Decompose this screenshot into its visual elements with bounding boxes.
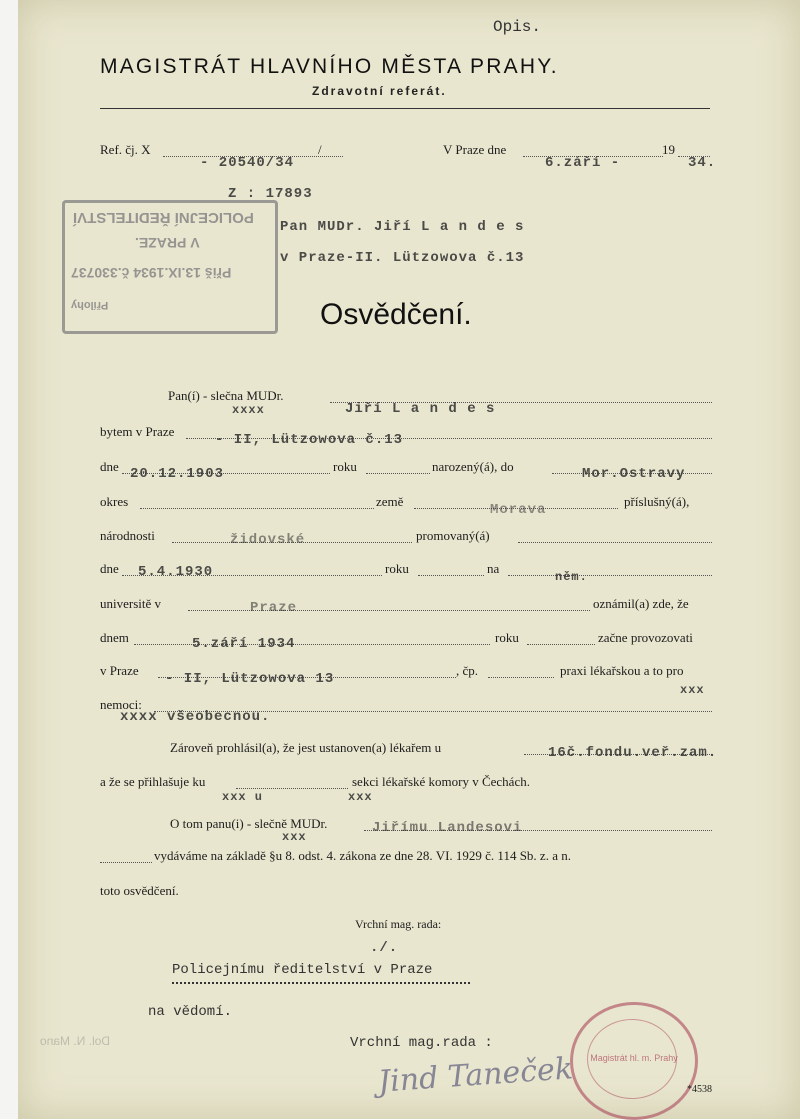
form-label-practice: praxi lékařskou a to pro (560, 663, 684, 678)
form-value-birthplace: Mor.Ostravy (582, 466, 686, 482)
form-label-district: okres (100, 494, 129, 509)
council-label-2: Vrchní mag.rada : (350, 1035, 493, 1051)
form-label-announced: oznámil(a) zde, že (593, 596, 689, 611)
ref-year: 34. (688, 155, 717, 171)
ref-slash: / (318, 142, 322, 157)
form-value-university-city: Praze (250, 600, 298, 616)
form-dots-7 (188, 610, 590, 611)
addressee-name: Pan MUDr. Jiří L a n d e s (280, 219, 525, 235)
copy-mark: Opis. (493, 18, 542, 36)
form-dots-12 (236, 788, 348, 789)
form-dots-9b (488, 677, 554, 678)
form-strike-1: xxxx (232, 403, 265, 417)
form-closing: toto osvědčení. (100, 883, 179, 898)
form-label-in-prague: v Praze (100, 663, 139, 678)
form-label-appointed: Zároveň prohlásil(a), že jest ustanoven(a) lékařem u (170, 740, 442, 755)
form-value-birthdate: 20.12.1903 (130, 466, 225, 482)
form-strike-13: xxx (282, 830, 307, 844)
form-value-nationality: židovské (230, 532, 306, 548)
recipient-office: Policejnímu ředitelství v Praze (172, 962, 433, 978)
form-label-graduated: promovaný(á) (416, 528, 490, 543)
form-label-land: země (376, 494, 404, 509)
form-label-name: Pan(í) - slečna MUDr. (168, 388, 284, 403)
magistrate-seal (570, 1002, 698, 1120)
ghost-imprint: Dol. N. Mano (40, 1034, 111, 1048)
form-dots-6c (508, 575, 712, 576)
form-value-diseases: xxxx všeobecnou. (120, 709, 271, 725)
form-value-land: Morava (490, 502, 547, 518)
ref-label: Ref. čj. X (100, 142, 151, 157)
form-label-roku-1: roku (333, 459, 357, 474)
form-value-name: Jiří L a n d e s (345, 401, 496, 417)
form-value-practice-address: - II, Lützowova 13 (165, 671, 335, 687)
form-label-cp: , čp. (456, 663, 479, 678)
stamp-line-3: Přiš 13.IX.1934 č.330737 (71, 265, 232, 281)
stamp-line-2: V PRAZE. (135, 235, 200, 251)
recipient-underline (172, 982, 470, 984)
form-dots-5b (518, 542, 712, 543)
form-label-will-start: začne provozovati (598, 630, 693, 645)
form-legal-basis: vydáváme na základě §u 8. odst. 4. zákona ze dne 28. VI. 1929 č. 114 Sb. z. a n. (154, 848, 571, 863)
form-value-graduation-date: 5.4.1930 (138, 564, 214, 580)
form-value-residence: - II, Lützowova č.13 (215, 432, 404, 448)
document-sheet (18, 0, 800, 1119)
form-label-nationality: národnosti (100, 528, 155, 543)
ref-date: 6.září - (545, 155, 621, 171)
place-label: V Praze dne (443, 142, 507, 157)
form-label-registers: a že se přihlašuje ku (100, 774, 206, 789)
form-dots-8a (134, 644, 490, 645)
form-label-na: na (487, 561, 500, 576)
form-value-fund: 16č.fondu.veř.zam. (548, 745, 718, 761)
stamp-line-4: Přílohy (71, 299, 109, 311)
form-label-dne-2: dne (100, 561, 119, 576)
form-dots-8b (527, 644, 595, 645)
form-strike-9: xxx (680, 683, 705, 697)
form-label-to-whom: O tom panu(i) - slečně MUDr. (170, 816, 328, 831)
form-label-university: universitě v (100, 596, 162, 611)
ref-number: - 20540/34 (200, 155, 295, 171)
form-label-born: narozený(á), do (432, 459, 514, 474)
form-label-dne-1: dne (100, 459, 119, 474)
document-title: Osvědčení. (320, 298, 472, 331)
form-dots-3b (366, 473, 430, 474)
department-subtitle: Zdravotní referát. (312, 84, 447, 98)
form-label-residence: bytem v Praze (100, 424, 175, 439)
form-value-recipient: Jiřímu Landesovi (372, 820, 523, 836)
authority-title: MAGISTRÁT HLAVNÍHO MĚSTA PRAHY. (100, 55, 559, 78)
year-prefix: 19 (662, 142, 675, 157)
form-label-roku-3: roku (495, 630, 519, 645)
z-number: Z : 17893 (228, 186, 313, 202)
form-dots-14 (100, 862, 152, 863)
form-label-dnem: dnem (100, 630, 129, 645)
police-stamp (62, 200, 278, 334)
seal-text: Magistrát hl. m. Prahy (590, 1053, 678, 1063)
form-label-belonging: příslušný(á), (624, 494, 690, 509)
form-value-university-lang: něm. (555, 570, 588, 584)
form-strike-12b: xxx (348, 790, 373, 804)
header-rule (100, 108, 710, 109)
form-dots-4a (140, 508, 374, 509)
council-label: Vrchní mag. rada: (355, 917, 442, 931)
form-value-start-date: 5.září 1934 (192, 636, 296, 652)
form-dots-6b (418, 575, 484, 576)
stamp-line-1: POLICEJNÍ ŘEDITELSTVÍ (73, 209, 254, 226)
scan-edge (0, 0, 18, 1119)
footer-number: *4538 (687, 1084, 712, 1095)
handwritten-signature: Jind Taneček (377, 1051, 575, 1100)
signature-mark: ./. (370, 940, 399, 956)
form-label-roku-2: roku (385, 561, 409, 576)
note-acknowledgement: na vědomí. (148, 1004, 233, 1020)
form-label-diseases: nemoci: (100, 697, 142, 712)
form-strike-12a: xxx u (222, 790, 264, 804)
addressee-address: v Praze-II. Lützowova č.13 (280, 250, 525, 266)
form-label-section: sekci lékařské komory v Čechách. (352, 774, 530, 789)
